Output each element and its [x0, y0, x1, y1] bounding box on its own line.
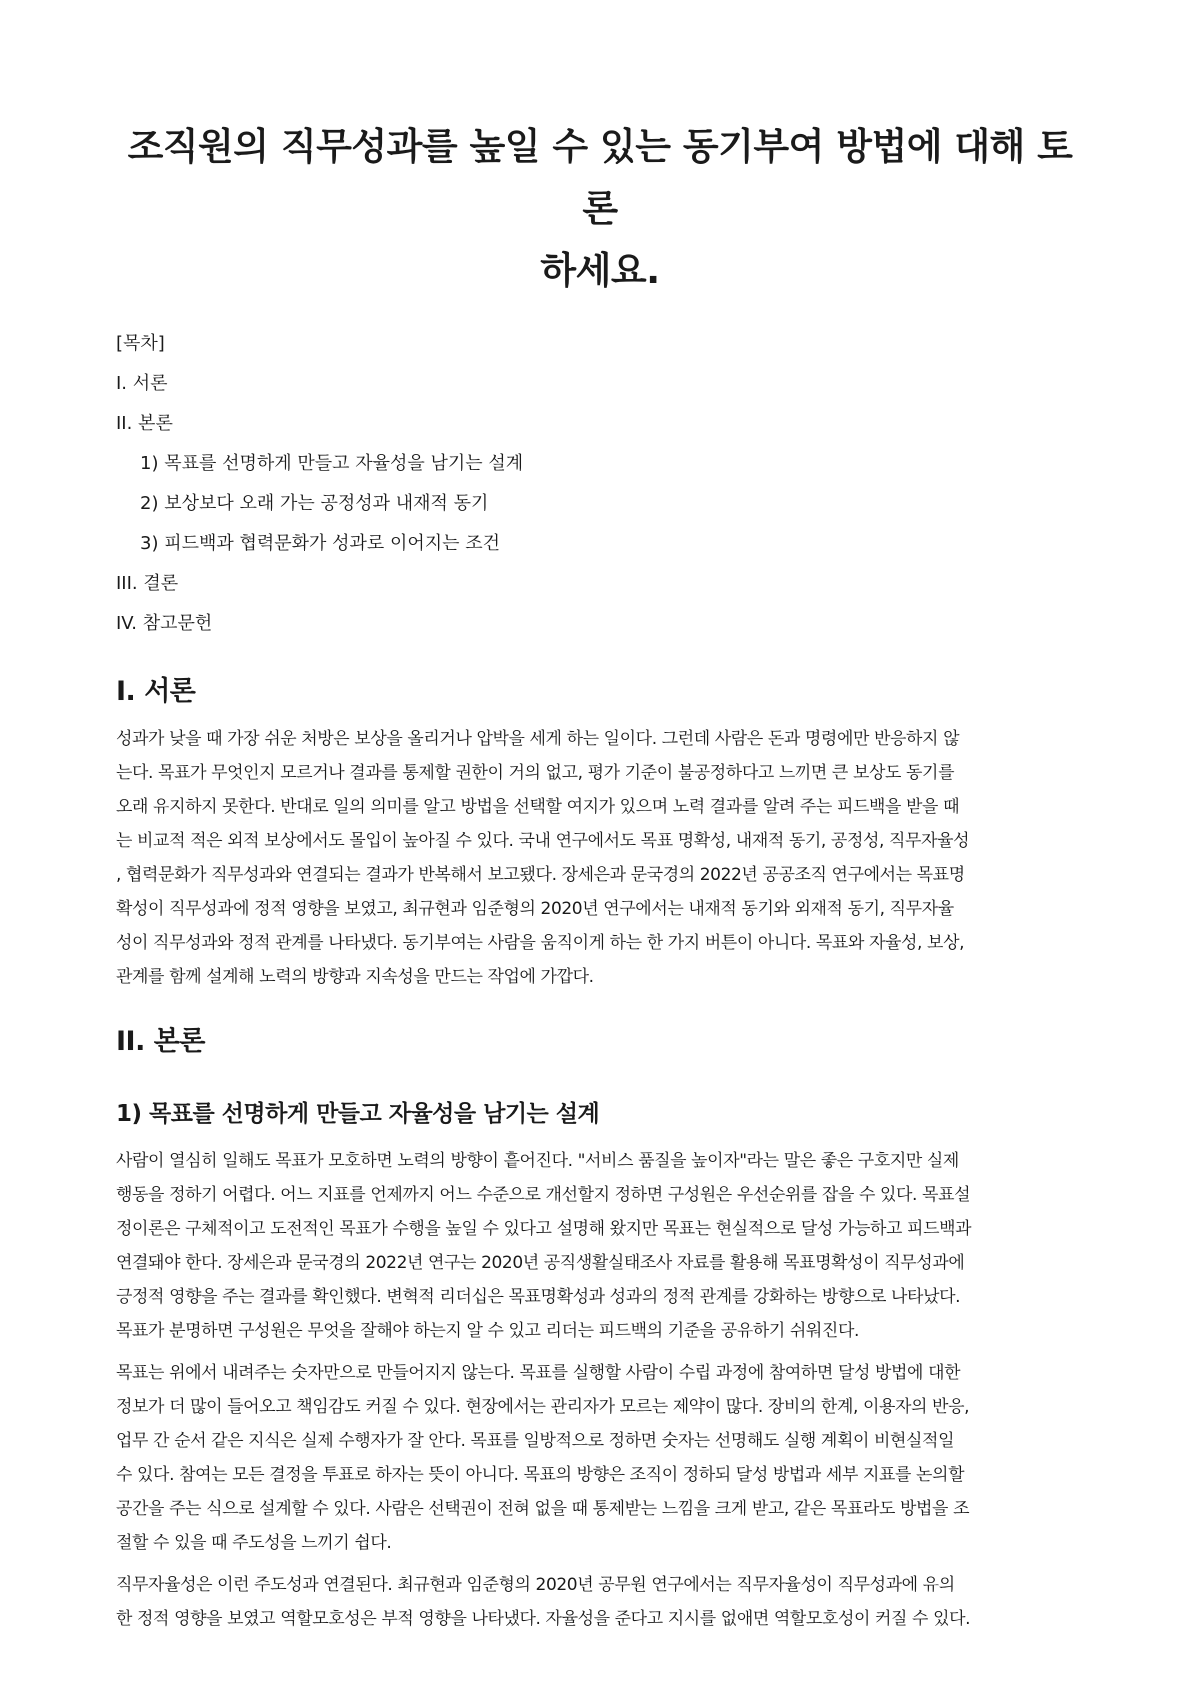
text-line: 수 있다. 참여는 모든 결정을 투표로 하자는 뜻이 아니다. 목표의 방향은 조직이 정하되 달성 방법과 세부 지표를 논의할	[116, 1465, 965, 1485]
title-line-1: 조직원의 직무성과를 높일 수 있는 동기부여 방법에 대해 토론	[127, 125, 1073, 230]
body-paragraph	[116, 1568, 1084, 1636]
text-line: 정이론은 구체적이고 도전적인 목표가 수행을 높일 수 있다고 설명해 왔지만 목표는 현실적으로 달성 가능하고 피드백과	[116, 1219, 972, 1239]
body-paragraph	[116, 1144, 1084, 1348]
text-line: 공간을 주는 식으로 설계할 수 있다. 사람은 선택권이 전혀 없을 때 통제받는 느낌을 크게 받고, 같은 목표라도 방법을 조	[116, 1499, 970, 1519]
text-line: 절할 수 있을 때 주도성을 느끼기 쉽다.	[116, 1533, 392, 1553]
text-line: 연결돼야 한다. 장세은과 문국경의 2022년 연구는 2020년 공직생활실태조사 자료를 활용해 목표명확성이 직무성과에	[116, 1253, 965, 1273]
text-line: 직무자율성은 이런 주도성과 연결된다. 최규현과 임준형의 2020년 공무원 연구에서는 직무자율성이 직무성과에 유의	[116, 1575, 955, 1595]
text-line: 오래 유지하지 못한다. 반대로 일의 의미를 알고 방법을 선택할 여지가 있으며 노력 결과를 알려 주는 피드백을 받을 때	[116, 797, 960, 817]
text-line: 행동을 정하기 어렵다. 어느 지표를 언제까지 어느 수준으로 개선할지 정하면 구성원은 우선순위를 잡을 수 있다. 목표설	[116, 1185, 971, 1205]
text-line: 성이 직무성과와 정적 관계를 나타냈다. 동기부여는 사람을 움직이게 하는 한 가지 버튼이 아니다. 목표와 자율성, 보상,	[116, 933, 965, 953]
text-line: 관계를 함께 설계해 노력의 방향과 지속성을 만드는 작업에 가깝다.	[116, 967, 594, 987]
text-line: 확성이 직무성과에 정적 영향을 보였고, 최규현과 임준형의 2020년 연구에서는 내재적 동기와 외재적 동기, 직무자율	[116, 899, 954, 919]
text-line: 업무 간 순서 같은 지식은 실제 수행자가 잘 안다. 목표를 일방적으로 정하면 숫자는 선명해도 실행 계획이 비현실적일	[116, 1431, 955, 1451]
toc-item: II. 본론	[116, 413, 173, 434]
text-line: 성과가 낮을 때 가장 쉬운 처방은 보상을 올리거나 압박을 세게 하는 일이다. 그런데 사람은 돈과 명령에만 반응하지 않	[116, 729, 960, 749]
title-line-2: 하세요.	[540, 249, 660, 292]
text-line: 는다. 목표가 무엇인지 모르거나 결과를 통제할 권한이 거의 없고, 평가 기준이 불공정하다고 느끼면 큰 보상도 동기를	[116, 763, 955, 783]
intro-paragraph	[116, 722, 1084, 994]
section-heading-body: II. 본론	[116, 1026, 205, 1057]
toc-item: 1) 목표를 선명하게 만들고 자율성을 남기는 설계	[140, 453, 524, 474]
subsection-heading-1: 1) 목표를 선명하게 만들고 자율성을 남기는 설계	[116, 1101, 600, 1127]
toc-item: 2) 보상보다 오래 가는 공정성과 내재적 동기	[140, 493, 489, 514]
text-line: 긍정적 영향을 주는 결과를 확인했다. 변혁적 리더십은 목표명확성과 성과의 정적 관계를 강화하는 방향으로 나타났다.	[116, 1287, 961, 1307]
toc-item: III. 결론	[116, 573, 179, 594]
toc-item: IV. 참고문헌	[116, 613, 213, 634]
text-line: 정보가 더 많이 들어오고 책임감도 커질 수 있다. 현장에서는 관리자가 모르는 제약이 많다. 장비의 한계, 이용자의 반응,	[116, 1397, 970, 1417]
toc-heading: [목차]	[116, 333, 165, 354]
table-of-contents	[116, 324, 1084, 644]
text-line: 사람이 열심히 일해도 목표가 모호하면 노력의 방향이 흩어진다. "서비스 품질을 높이자"라는 말은 좋은 구호지만 실제	[116, 1151, 959, 1171]
text-line: , 협력문화가 직무성과와 연결되는 결과가 반복해서 보고됐다. 장세은과 문국경의 2022년 공공조직 연구에서는 목표명	[116, 865, 965, 885]
text-line: 목표가 분명하면 구성원은 무엇을 잘해야 하는지 알 수 있고 리더는 피드백의 기준을 공유하기 쉬워진다.	[116, 1321, 859, 1341]
text-line: 한 정적 영향을 보였고 역할모호성은 부적 영향을 나타냈다. 자율성을 준다고 지시를 없애면 역할모호성이 커질 수 있다.	[116, 1609, 971, 1629]
toc-item: 3) 피드백과 협력문화가 성과로 이어지는 조건	[140, 533, 501, 554]
body-paragraph	[116, 1356, 1084, 1560]
toc-item: I. 서론	[116, 373, 168, 394]
text-line: 목표는 위에서 내려주는 숫자만으로 만들어지지 않는다. 목표를 실행할 사람이 수립 과정에 참여하면 달성 방법에 대한	[116, 1363, 961, 1383]
document-title	[116, 0, 1084, 302]
section-heading-intro: I. 서론	[116, 676, 196, 707]
text-line: 는 비교적 적은 외적 보상에서도 몰입이 높아질 수 있다. 국내 연구에서도 목표 명확성, 내재적 동기, 공정성, 직무자율성	[116, 831, 970, 851]
